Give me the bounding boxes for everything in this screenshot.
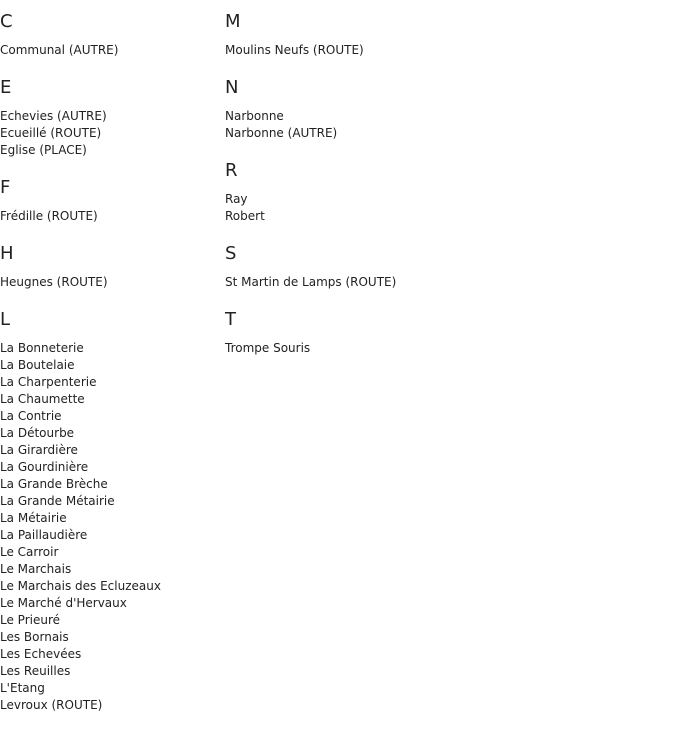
letter-group-e [0,77,224,159]
letter-heading: M [225,11,241,32]
street-link-les-reuilles[interactable]: Les Reuilles [0,664,71,678]
street-link-la-metairie[interactable]: La Métairie [0,511,67,525]
letter-heading: E [0,77,12,98]
street-link-la-paillaudiere[interactable]: La Paillaudière [0,528,88,542]
street-link-la-grande-breche[interactable]: La Grande Brèche [0,477,108,491]
letter-heading: N [225,77,239,98]
street-link-trompe-souris[interactable]: Trompe Souris [225,341,311,355]
street-link-heugnes-route[interactable]: Heugnes (ROUTE) [0,275,108,289]
street-list [225,274,665,291]
street-link-narbonne-autre[interactable]: Narbonne (AUTRE) [225,126,338,140]
street-link-la-contrie[interactable]: La Contrie [0,409,62,423]
letter-heading: L [0,309,11,330]
street-link-le-prieure[interactable]: Le Prieuré [0,613,61,627]
street-link-le-carroir[interactable]: Le Carroir [0,545,59,559]
street-link-le-marchais-des-ecluzeaux[interactable]: Le Marchais des Ecluzeaux [0,579,161,593]
street-link-levroux-route[interactable]: Levroux (ROUTE) [0,698,103,712]
letter-group-f [0,177,224,225]
street-link-la-girardiere[interactable]: La Girardière [0,443,78,457]
street-link-les-echevees[interactable]: Les Echevées [0,647,82,661]
street-list [225,340,665,357]
street-link-fredille-route[interactable]: Frédille (ROUTE) [0,209,98,223]
letter-group-n [225,77,665,142]
street-link-robert[interactable]: Robert [225,209,265,223]
street-link-eglise-place[interactable]: Eglise (PLACE) [0,143,87,157]
street-list [225,108,665,142]
street-link-la-grande-metairie[interactable]: La Grande Métairie [0,494,115,508]
street-link-le-marchais[interactable]: Le Marchais [0,562,72,576]
street-list [0,42,224,59]
street-link-le-marche-d-hervaux[interactable]: Le Marché d'Hervaux [0,596,127,610]
street-link-la-charpenterie[interactable]: La Charpenterie [0,375,97,389]
street-link-st-martin-de-lamps-route[interactable]: St Martin de Lamps (ROUTE) [225,275,397,289]
left-column [0,0,224,732]
street-link-ecueille-route[interactable]: Ecueillé (ROUTE) [0,126,102,140]
street-link-communal-autre[interactable]: Communal (AUTRE) [0,43,119,57]
street-link-la-chaumette[interactable]: La Chaumette [0,392,85,406]
street-link-moulins-neufs-route[interactable]: Moulins Neufs (ROUTE) [225,43,364,57]
letter-heading: T [225,309,236,330]
letter-heading: S [225,243,237,264]
letter-heading: F [0,177,11,198]
street-link-narbonne[interactable]: Narbonne [225,109,284,123]
street-list [0,274,224,291]
street-list [225,42,665,59]
street-link-l-etang[interactable]: L'Etang [0,681,45,695]
street-link-la-bonneterie[interactable]: La Bonneterie [0,341,84,355]
letter-heading: C [0,11,13,32]
street-list [225,191,665,225]
street-link-la-gourdiniere[interactable]: La Gourdinière [0,460,89,474]
street-list [0,340,224,714]
letter-group-m [225,11,665,59]
letter-group-h [0,243,224,291]
street-link-la-boutelaie[interactable]: La Boutelaie [0,358,75,372]
letter-group-s [225,243,665,291]
street-list [0,108,224,159]
letter-group-t [225,309,665,357]
letter-group-r [225,160,665,225]
letter-heading: R [225,160,238,181]
street-link-echevies-autre[interactable]: Echevies (AUTRE) [0,109,107,123]
street-link-les-bornais[interactable]: Les Bornais [0,630,69,644]
right-column [225,0,665,375]
street-link-la-detourbe[interactable]: La Détourbe [0,426,75,440]
letter-group-c [0,11,224,59]
letter-group-l [0,309,224,714]
letter-heading: H [0,243,14,264]
street-list [0,208,224,225]
street-link-ray[interactable]: Ray [225,192,248,206]
